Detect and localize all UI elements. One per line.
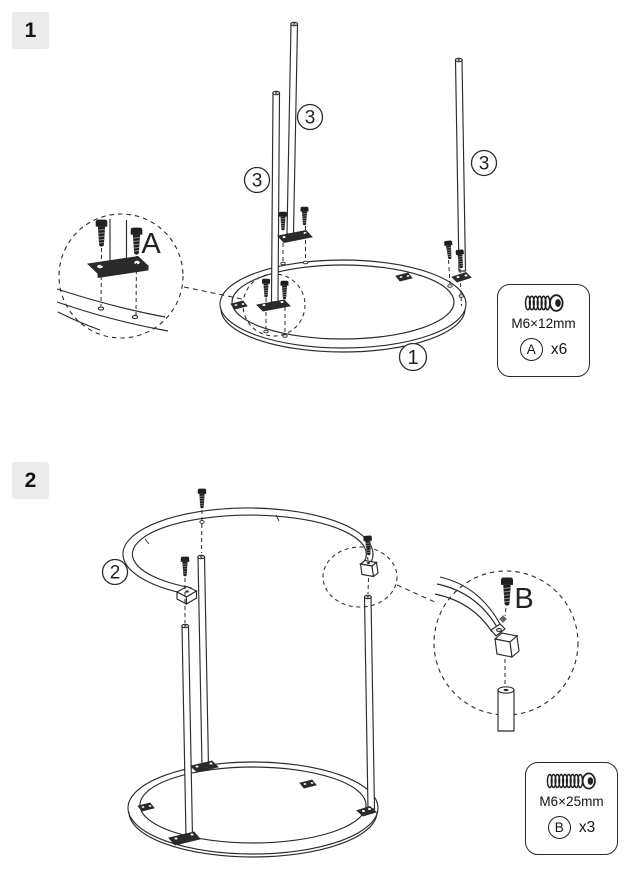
screw-size-label: M6×12mm <box>511 316 576 331</box>
svg-text:2: 2 <box>109 562 121 584</box>
part-label-circle <box>298 105 323 130</box>
leg-bracket-plate <box>452 273 471 283</box>
quantity-label: x3 <box>578 818 596 836</box>
ring-end-cap <box>177 587 197 605</box>
part-letter-badge-a: A <box>520 338 543 361</box>
detail-label-a: A <box>141 228 161 260</box>
hardware-box-step2 <box>525 762 618 855</box>
leg-bracket-plate <box>278 231 312 243</box>
bottom-ring-part <box>128 762 378 857</box>
screw-hole <box>200 521 204 524</box>
leg-tube <box>272 91 280 302</box>
part-label-circle <box>472 151 497 176</box>
step1-number-badge: 1 <box>12 12 49 49</box>
leg-tube <box>198 555 209 767</box>
part-label-circle <box>103 560 128 585</box>
callout-leader-line-b <box>397 585 437 603</box>
leg-tube <box>364 595 374 809</box>
detail-label-b: B <box>514 583 534 615</box>
part-letter-badge-b: B <box>548 816 571 839</box>
part-label-circle <box>400 344 427 371</box>
svg-text:3: 3 <box>304 107 316 129</box>
screw-guide-lines <box>185 510 369 623</box>
part-label-circle <box>245 168 270 193</box>
ring-connector-block <box>495 633 519 657</box>
screw-m6x12-icon <box>523 293 565 313</box>
svg-text:1: 1 <box>407 347 419 369</box>
screw-size-label: M6×25mm <box>539 794 604 809</box>
leg-tube <box>498 687 514 731</box>
base-ring-part <box>220 260 466 352</box>
detail-callout-b <box>434 571 578 731</box>
leg-tube <box>287 22 298 234</box>
svg-text:3: 3 <box>251 170 263 192</box>
step1-diagram <box>57 22 497 370</box>
screw-m6x25-icon <box>545 771 598 791</box>
svg-text:3: 3 <box>478 153 490 175</box>
step2-number-badge: 2 <box>12 462 49 499</box>
screw-icon <box>181 489 373 577</box>
callout-source-circle-b <box>323 547 397 607</box>
step2-diagram <box>103 489 579 857</box>
leg-tube <box>455 58 465 271</box>
ring-connector-block <box>361 561 379 577</box>
hardware-box-step1 <box>497 284 590 377</box>
quantity-label: x6 <box>550 340 568 358</box>
detail-callout-a <box>57 214 183 338</box>
top-ring-part <box>123 508 373 594</box>
